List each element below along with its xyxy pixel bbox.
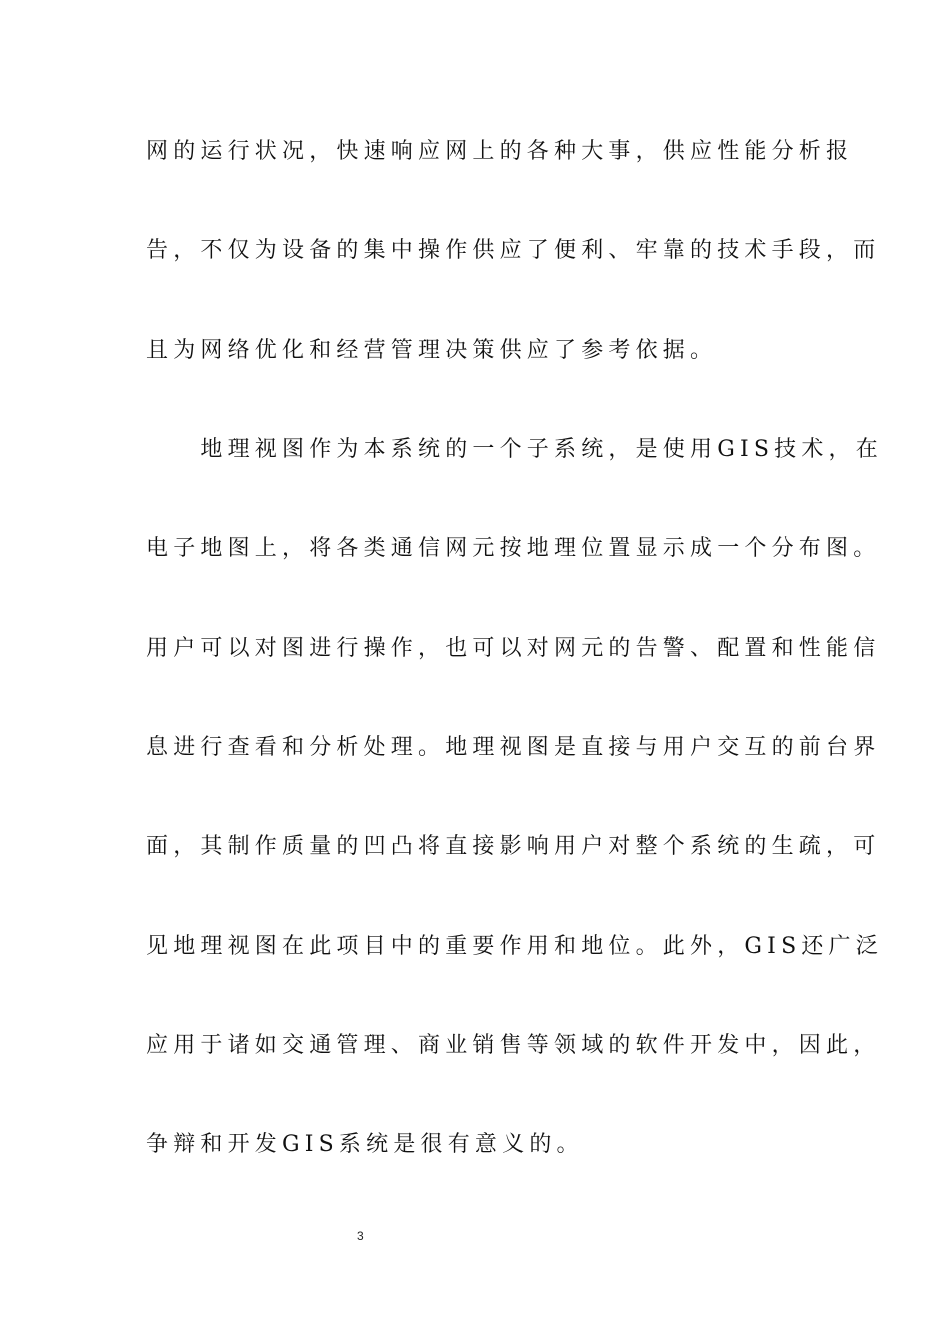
text-line-3: 且为网络优化和经营管理决策供应了参考依据。 (146, 338, 718, 363)
text-line-7: 息进行查看和分析处理。地理视图是直接与用户交互的前台界 (146, 735, 881, 760)
text-line-6: 用户可以对图进行操作，也可以对网元的告警、配置和性能信 (146, 636, 881, 661)
text-line-4: 地理视图作为本系统的一个子系统，是使用GIS技术，在 (146, 437, 883, 462)
text-line-5: 电子地图上，将各类通信网元按地理位置显示成一个分布图。 (146, 536, 881, 561)
text-line-2: 告，不仅为设备的集中操作供应了便利、牢靠的技术手段，而 (146, 238, 881, 263)
text-line-11: 争辩和开发GIS系统是很有意义的。 (146, 1132, 584, 1157)
text-line-8: 面，其制作质量的凹凸将直接影响用户对整个系统的生疏，可 (146, 834, 881, 859)
text-line-10: 应用于诸如交通管理、商业销售等领域的软件开发中，因此， (146, 1033, 881, 1058)
text-line-1: 网的运行状况，快速响应网上的各种大事，供应性能分析报 (146, 139, 854, 164)
page-number: 3 (357, 1229, 364, 1243)
text-line-9: 见地理视图在此项目中的重要作用和地位。此外，GIS还广泛 (146, 934, 883, 959)
